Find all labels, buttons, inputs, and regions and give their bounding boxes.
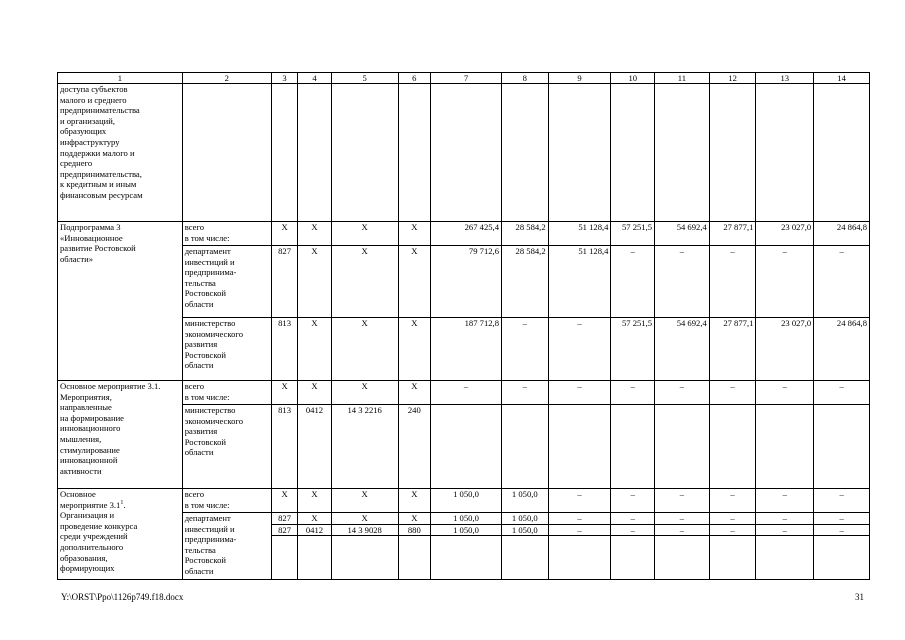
table-cell: – xyxy=(655,489,710,513)
table-cell xyxy=(331,84,398,222)
table-cell: – xyxy=(611,524,655,536)
table-cell: – xyxy=(548,513,611,525)
responsible-cell: департамент инвестиций и предпринима- тельства Ростовской области xyxy=(182,513,271,580)
table-cell xyxy=(814,536,870,580)
responsible-cell: министерство экономического развития Ростовской области xyxy=(182,318,271,381)
table-cell xyxy=(398,536,430,580)
table-cell: 0412 xyxy=(298,524,331,536)
table-cell: Х xyxy=(298,513,331,525)
table-cell: 24 864,8 xyxy=(814,318,870,381)
table-cell: Х xyxy=(298,222,331,246)
table-cell: 27 877,1 xyxy=(709,222,756,246)
table-row xyxy=(58,222,870,246)
column-header: 14 xyxy=(814,73,870,84)
table-cell xyxy=(756,536,814,580)
table-cell: – xyxy=(709,489,756,513)
table-cell xyxy=(398,84,430,222)
table-cell xyxy=(298,84,331,222)
column-header: 1 xyxy=(58,73,183,84)
table-cell: Х xyxy=(298,489,331,513)
table-cell: 827 xyxy=(271,246,297,318)
table-cell: – xyxy=(548,489,611,513)
table-cell: Х xyxy=(398,489,430,513)
table-cell xyxy=(331,536,398,580)
table-cell: 1 050,0 xyxy=(501,489,548,513)
table-cell xyxy=(655,84,710,222)
table-cell: 79 712,6 xyxy=(431,246,502,318)
table-cell: – xyxy=(814,513,870,525)
table-cell: – xyxy=(814,524,870,536)
table-cell xyxy=(709,84,756,222)
table-cell: – xyxy=(756,381,814,405)
row-title: Основное мероприятие $3.1^1$. Организация и проведение конкурса среди учреждений дополнительного образования, формирующих xyxy=(58,489,183,580)
table-cell xyxy=(548,405,611,489)
table-cell xyxy=(501,536,548,580)
table-cell: 0412 xyxy=(298,405,331,489)
column-header: 7 xyxy=(431,73,502,84)
table-cell xyxy=(271,536,297,580)
table-cell: – xyxy=(548,381,611,405)
table-cell: Х xyxy=(331,381,398,405)
table-cell: Х xyxy=(398,318,430,381)
table-cell: 827 xyxy=(271,524,297,536)
table-cell xyxy=(501,405,548,489)
table-cell: Х xyxy=(331,318,398,381)
table-cell xyxy=(814,405,870,489)
table-cell: 1 050,0 xyxy=(431,513,502,525)
table-cell: – xyxy=(548,524,611,536)
table-cell: 27 877,1 xyxy=(709,318,756,381)
table-cell: 23 027,0 xyxy=(756,222,814,246)
table-cell: Х xyxy=(331,489,398,513)
row-title: доступа субъектов малого и среднего предпринимательства и организаций, образующих инфраструктуру поддержки малого и среднего предпринимательства, к кредитным и иным финансовым ресурсам xyxy=(58,84,183,222)
table-cell: 813 xyxy=(271,405,297,489)
table-cell: 14 3 2216 xyxy=(331,405,398,489)
column-header: 2 xyxy=(182,73,271,84)
table-cell: – xyxy=(756,513,814,525)
table-cell: Х xyxy=(271,381,297,405)
table-cell xyxy=(431,536,502,580)
row-title: Подпрограмма 3 «Инновационное развитие Ростовской области» xyxy=(58,222,183,381)
table-cell: – xyxy=(814,246,870,318)
page-footer xyxy=(61,592,864,603)
table-cell: 1 050,0 xyxy=(501,524,548,536)
table-cell xyxy=(814,84,870,222)
table-cell xyxy=(182,84,271,222)
header-row xyxy=(58,73,870,84)
table-cell: 23 027,0 xyxy=(756,318,814,381)
table-cell xyxy=(655,405,710,489)
column-header: 12 xyxy=(709,73,756,84)
table-cell: – xyxy=(611,381,655,405)
table-cell: 28 584,2 xyxy=(501,222,548,246)
column-header: 10 xyxy=(611,73,655,84)
table-cell: – xyxy=(756,524,814,536)
column-header: 3 xyxy=(271,73,297,84)
table-cell: 813 xyxy=(271,318,297,381)
table-cell: – xyxy=(548,318,611,381)
table-cell: 14 3 9028 xyxy=(331,524,398,536)
file-path: Y:\ORST\Ppo\1126p749.f18.docx xyxy=(61,592,184,602)
column-header: 6 xyxy=(398,73,430,84)
table-cell xyxy=(298,536,331,580)
table-cell: 51 128,4 xyxy=(548,246,611,318)
table-cell xyxy=(709,536,756,580)
responsible-cell: министерство экономического развития Ростовской области xyxy=(182,405,271,489)
table-cell xyxy=(756,84,814,222)
table-cell: 57 251,5 xyxy=(611,222,655,246)
table-cell: – xyxy=(611,489,655,513)
table-cell: 54 692,4 xyxy=(655,318,710,381)
table-cell: 24 864,8 xyxy=(814,222,870,246)
table-cell xyxy=(655,536,710,580)
table-cell: 827 xyxy=(271,513,297,525)
table-cell: 880 xyxy=(398,524,430,536)
table-cell: 54 692,4 xyxy=(655,222,710,246)
table-row xyxy=(58,381,870,405)
column-header: 4 xyxy=(298,73,331,84)
column-header: 11 xyxy=(655,73,710,84)
responsible-cell: всего в том числе: xyxy=(182,222,271,246)
table-cell xyxy=(709,405,756,489)
table-cell: – xyxy=(501,318,548,381)
table-cell xyxy=(611,84,655,222)
table-cell xyxy=(501,84,548,222)
table-cell xyxy=(431,84,502,222)
table-cell: 187 712,8 xyxy=(431,318,502,381)
table-cell: – xyxy=(814,381,870,405)
table-cell xyxy=(611,536,655,580)
table-row xyxy=(58,489,870,513)
table-cell xyxy=(756,405,814,489)
responsible-cell: всего в том числе: xyxy=(182,381,271,405)
row-title: Основное мероприятие 3.1. Мероприятия, направленные на формирование инновационного мышления, стимулирование инновационной активности xyxy=(58,381,183,489)
table-cell xyxy=(271,84,297,222)
table-cell: Х xyxy=(331,513,398,525)
column-header: 5 xyxy=(331,73,398,84)
table-cell: Х xyxy=(331,222,398,246)
budget-table xyxy=(57,72,870,580)
table-cell: Х xyxy=(271,489,297,513)
table-cell: – xyxy=(655,513,710,525)
table-cell: 1 050,0 xyxy=(501,513,548,525)
table-cell: – xyxy=(756,246,814,318)
table-cell: – xyxy=(611,246,655,318)
table-cell xyxy=(548,536,611,580)
table-cell: – xyxy=(501,381,548,405)
table-cell: 51 128,4 xyxy=(548,222,611,246)
table-cell: – xyxy=(611,513,655,525)
table-cell: Х xyxy=(331,246,398,318)
table-cell: Х xyxy=(271,222,297,246)
table-cell xyxy=(548,84,611,222)
table-cell: Х xyxy=(298,381,331,405)
table-cell: – xyxy=(655,246,710,318)
responsible-cell: всего в том числе: xyxy=(182,489,271,513)
table-cell: 28 584,2 xyxy=(501,246,548,318)
column-header: 13 xyxy=(756,73,814,84)
table-row xyxy=(58,84,870,222)
table-cell: – xyxy=(709,524,756,536)
table-cell: 1 050,0 xyxy=(431,524,502,536)
table-cell: – xyxy=(655,381,710,405)
table-cell: – xyxy=(709,513,756,525)
table-cell xyxy=(611,405,655,489)
table-cell: – xyxy=(814,489,870,513)
table-cell: Х xyxy=(298,246,331,318)
table-cell: – xyxy=(756,489,814,513)
responsible-cell: департамент инвестиций и предпринима- тельства Ростовской области xyxy=(182,246,271,318)
table-cell: Х xyxy=(398,381,430,405)
table-cell: – xyxy=(655,524,710,536)
table-cell: – xyxy=(431,381,502,405)
table-cell: – xyxy=(709,246,756,318)
table-cell: – xyxy=(709,381,756,405)
table-cell: Х xyxy=(398,222,430,246)
table-cell: 57 251,5 xyxy=(611,318,655,381)
table-cell: Х xyxy=(398,246,430,318)
table-cell: 1 050,0 xyxy=(431,489,502,513)
column-header: 8 xyxy=(501,73,548,84)
table-cell: Х xyxy=(398,513,430,525)
table-cell: 240 xyxy=(398,405,430,489)
table-cell: 267 425,4 xyxy=(431,222,502,246)
column-header: 9 xyxy=(548,73,611,84)
page-number: 31 xyxy=(855,592,864,602)
table-cell xyxy=(431,405,502,489)
table-cell: Х xyxy=(298,318,331,381)
